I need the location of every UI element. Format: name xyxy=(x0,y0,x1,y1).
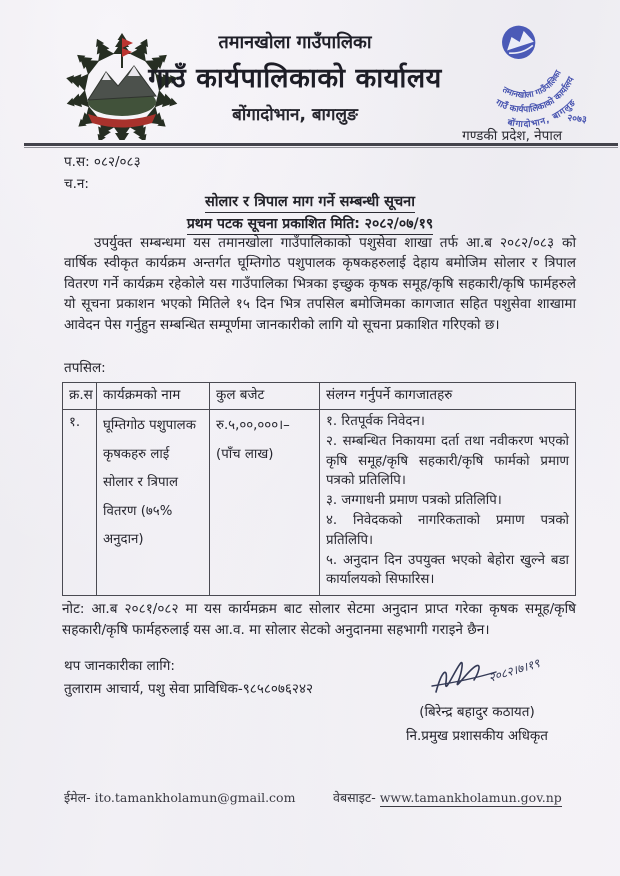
stamp-line-1: तमानखोला गाउँपालिका xyxy=(501,68,563,100)
cell-documents xyxy=(320,410,576,596)
letterhead-divider xyxy=(24,143,618,148)
cell-budget xyxy=(210,410,320,596)
col-header-documents: संलग्न गर्नुपर्ने कागजातहरु xyxy=(320,383,576,410)
office-name: गाउँ कार्यपालिकाको कार्यालय xyxy=(148,63,442,94)
signature-icon xyxy=(418,652,588,704)
stamp-year: २०७३ xyxy=(566,112,588,126)
signatory-name: (बिरेन्द्र बहादुर कठायत) xyxy=(419,704,535,720)
col-header-budget: कुल बजेट xyxy=(210,383,320,410)
document-item: ३. जग्गाधनी प्रमाण पत्रको प्रतिलिपि। xyxy=(326,493,502,509)
table-row xyxy=(63,410,576,596)
program-table xyxy=(62,382,576,596)
website-row xyxy=(333,789,562,806)
letterhead xyxy=(95,30,495,125)
ref-number: प.स: ०८२/०८३ xyxy=(64,154,141,170)
notice-body: उपर्युक्त सम्बन्धमा यस तमानखोला गाउँपालिकाको पशुसेवा शाखा तर्फ आ.ब २०८२/०८३ को वार्षिक स्वीकृत कार्यक्रम अन्तर्गत घूम्तिगोठ पशुपालक कृषकहरुलाई देहाय बमोजिम सोलार र त्रिपाल वितरण गर्ने कार्यक्रम रहेकोले यस गाउँपालिका भित्रका इच्छुक कृषक समूह/कृषि सहकारी/कृषि फार्महरुले यो सूचना प्रकाशन भएको मितिले १५ दिन भित्र तपसिल बमोजिमका कागजात सहित पशुसेवा शाखामा आवेदन पेस गर्नुहुन सम्बन्धित सम्पूर्णमा जानकारीको लागि यो सूचना प्रकाशित गरिएको छ। xyxy=(64,235,576,333)
budget-words: (पाँच लाख) xyxy=(216,446,274,462)
stamp-line-2: गाउँ कार्यपालिकाको कार्यालय xyxy=(493,75,577,116)
signature-date: २०८२।७।१९ xyxy=(486,656,542,685)
budget-amount: रु.५,००,०००।– xyxy=(216,418,290,433)
cell-sn: १. xyxy=(63,410,97,596)
cell-program: घूम्तिगोठ पशुपालक कृषकहरु लाई सोलार र त्रिपाल वितरण (७५% अनुदान) xyxy=(97,410,210,596)
website-value: www.tamankholamun.gov.np xyxy=(379,790,562,805)
col-header-sn: क्र.स xyxy=(63,383,97,410)
dispatch-number: च.न: xyxy=(64,176,89,192)
office-address: बोंगादोभान, बागलुङ xyxy=(232,105,358,125)
more-info-label: थप जानकारीका लागि: xyxy=(64,658,175,674)
subject-line-wrap xyxy=(0,191,620,213)
email-value: ito.tamankholamun@gmail.com xyxy=(94,790,296,805)
email-label: ईमेल- xyxy=(64,790,91,805)
stamp-line-3: बोंगादोभान, बागलुङ xyxy=(506,97,579,130)
tapasil-label: तपसिल: xyxy=(64,360,106,376)
document-item: ५. अनुदान दिन उपयुक्त भएको बेहोरा खुल्ने बडा कार्यालयको सिफारिस। xyxy=(326,552,569,588)
col-header-program: कार्यक्रमको नाम xyxy=(97,383,210,410)
publish-line-wrap xyxy=(0,213,620,235)
note-paragraph: नोट: आ.ब २०८१/०८२ मा यस कार्यमक्रम बाट सोलार सेटमा अनुदान प्राप्त गरेका कृषक समूह/कृषि सहकारी/कृषि फार्महरुलाई यस आ.व. मा सोलार सेटको अनुदानमा सहभागी गराइने छैन। xyxy=(62,601,576,638)
notice-subject: सोलार र त्रिपाल माग गर्ने सम्बन्धी सूचना xyxy=(205,191,415,213)
table-header-row xyxy=(63,383,576,410)
publish-date-line: प्रथम पटक सूचना प्रकाशित मिति: २०८२/०७/१९ xyxy=(187,214,433,235)
document-item: ४. निवेदकको नागरिकताको प्रमाण पत्रको प्रतिलिपि। xyxy=(326,512,569,548)
province-line: गण्डकी प्रदेश, नेपाल xyxy=(462,128,562,144)
email-row xyxy=(64,789,295,806)
municipality-name: तमानखोला गाउँपालिका xyxy=(218,32,372,53)
website-label: वेबसाइट- xyxy=(333,790,376,805)
contact-person: तुलाराम आचार्य, पशु सेवा प्राविधिक-९८५८०७६२४२ xyxy=(64,681,313,697)
document-item: २. सम्बन्धित निकायमा दर्ता तथा नवीकरण भएको कृषि समूह/कृषि सहकारी/कृषि फार्मको प्रमाण पत्रको प्रतिलिपि। xyxy=(326,433,569,489)
signatory-title: नि.प्रमुख प्रशासकीय अधिकृत xyxy=(405,728,548,744)
document-item: १. रितपूर्वक निवेदन। xyxy=(326,414,425,429)
